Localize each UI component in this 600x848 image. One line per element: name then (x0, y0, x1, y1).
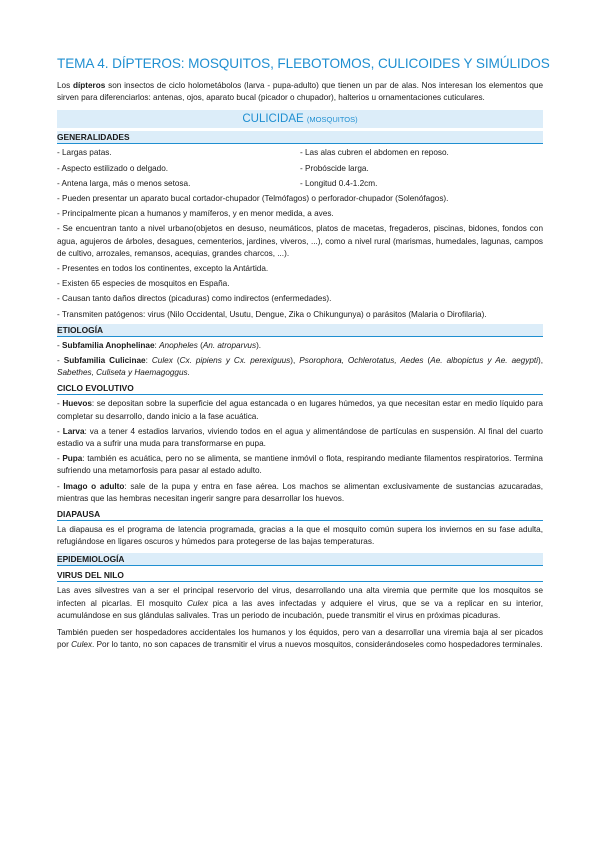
heading-virus-nilo: VIRUS DEL NILO (57, 569, 543, 582)
gen-item: - Se encuentran tanto a nivel urbano(objetos en desuso, neumáticos, platos de macetas, fregaderos, piscinas, bidones, fondos con agua, agujeros de árboles, desagues, cementerios, jardines, viveros, ...), como a nivel rural (marismas, humedales, lagunas, campos de cultivo, arrozales, remansos, acequias, grandes charcos, ...). (57, 224, 543, 258)
gen-left-item: - Aspecto estilizado o delgado. (57, 163, 169, 173)
gen-item: - Causan tanto daños directos (picaduras) como indirectos (enfermedades). (57, 294, 332, 304)
heading-epidemiologia: EPIDEMIOLOGÍA (57, 553, 543, 566)
ciclo-text: : se depositan sobre la superficie del agua estancada o en lugares húmedos, ya que necesitan estar en medio líquido para completar su desarrollo, dando inicio a la fase acuática. (57, 399, 543, 421)
anoph-species: An. atroparvus (202, 340, 257, 350)
intro-bold: dípteros (73, 81, 106, 90)
culic-label: Subfamilia Culicinae (63, 356, 146, 366)
ciclo-item-huevos: - Huevos: se depositan sobre la superficie del agua estancada o en lugares húmedos, ya que necesitan estar en medio líquido para completar su desarrollo, dando inicio a la fase acuática. (57, 399, 543, 421)
epi-p1b: pica a las aves infectadas y adquiere el virus, que se va a replicar en su interior, acumulándose en sus glándulas salivales. Tras un periodo de incubación, puede transmitir el virus en próximas picaduras. (57, 598, 543, 620)
anoph-label: Subfamilia Anophelinae (62, 340, 155, 350)
gen-item: - Presentes en todos los continentes, excepto la Antártida. (57, 264, 269, 274)
etiologia-anophelinae: - Subfamilia Anophelinae: Anopheles (An. atroparvus). (57, 340, 262, 350)
heading-etiologia: ETIOLOGÍA (57, 324, 543, 337)
gen-left-item: - Largas patas. (57, 148, 112, 158)
ciclo-text: : también es acuática, pero no se alimenta, se mantiene inmóvil o flota, respirando mediante filamentos respiratorios. Termina sufriendo una metamorfosis para pasar al estado adulto. (57, 454, 543, 476)
generalidades-right (300, 147, 543, 193)
culic-others: Psorophora, Ochlerotatus, Aedes (299, 356, 424, 366)
banner-main: CULICIDAE (242, 113, 304, 126)
ciclo-label: Pupa (62, 454, 83, 464)
section-banner-culicidae (57, 110, 543, 128)
gen-item: - Existen 65 especies de mosquitos en España. (57, 279, 230, 289)
ciclo-item-larva: - Larva: va a tener 4 estadios larvarios, viviendo todos en el agua y alimentándose de partículas en suspensión. Al final del cuarto estadio va a sufrir una muda para transformarse en pupa. (57, 426, 543, 449)
heading-ciclo: CICLO EVOLUTIVO (57, 382, 543, 395)
ciclo-item-imago: - Imago o adulto: sale de la pupa y entra en fase aérea. Los machos se alimentan exclusivamente de sustancias azucaradas, mientras que las hembras necesitan ingerir sangre para desarrollar los huevos. (57, 481, 543, 503)
epi-p2b: . Por lo tanto, no son capaces de transmitir el virus a nuevos mosquitos, considerándoseles como hospedadores terminales. (92, 640, 543, 650)
ciclo-label: Huevos (62, 399, 92, 409)
gen-item: - Pueden presentar un aparato bucal cortador-chupador (Telmófagos) o perforador-chupador (Solenófagos). (57, 194, 449, 204)
etiologia-culicinae: - Subfamilia Culicinae: Culex (Cx. pipiens y Cx. perexiguus), Psorophora, Ochlerotatus, Aedes (Ae. albopictus y Ae. aegypti), Sabethes, Culiseta y Haemagoggus. (57, 356, 543, 378)
ciclo-text: : va a tener 4 estadios larvarios, viviendo todos en el agua y alimentándose de partículas en suspensión. Al final del cuarto estadio va a sufrir una muda para transformarse en pupa. (57, 426, 543, 449)
gen-right-item: - Probóscide larga. (300, 163, 369, 173)
intro-pre: Los (57, 81, 73, 90)
epi-p1a: Las aves silvestres van a ser el principal reservorio del virus, desarrollando una alta viremia que permite que los mosquitos se infecten al picarlas. El mosquito (57, 586, 543, 608)
banner-sub: (MOSQUITOS) (306, 115, 358, 125)
gen-item: - Principalmente pican a humanos y mamíferos, y en menor medida, a aves. (57, 209, 334, 219)
ciclo-text: : sale de la pupa y entra en fase aérea. Los machos se alimentan exclusivamente de sustancias azucaradas, mientras que las hembras necesitan ingerir sangre para desarrollar los huevos. (57, 481, 543, 503)
generalidades-left (57, 147, 300, 193)
culic-others2: Sabethes, Culiseta y Haemagoggus. (57, 368, 190, 378)
ciclo-item-pupa: - Pupa: también es acuática, pero no se alimenta, se mantiene inmóvil o flota, respirando mediante filamentos respiratorios. Termina sufriendo una metamorfosis para pasar al estado adulto. (57, 454, 543, 476)
culic-genus: Culex (151, 356, 173, 366)
page-title: TEMA 4. DÍPTEROS: MOSQUITOS, FLEBOTOMOS, CULICOIDES Y SIMÚLIDOS (57, 56, 550, 71)
culic-spp1: Cx. pipiens y Cx. perexiguus (179, 356, 291, 366)
epidemiologia-paragraph-1 (57, 585, 543, 622)
heading-diapausa: DIAPAUSA (57, 508, 543, 521)
culic-spp2: Ae. albopictus y Ae. aegypti (430, 356, 538, 366)
gen-left-item: - Antena larga, más o menos setosa. (57, 178, 191, 188)
document-page (57, 56, 550, 657)
epi-p2a: También pueden ser hospedadores accidentales los humanos y los équidos, pero van a desarrollar una viremia baja al ser picados por (57, 628, 543, 650)
diapausa-paragraph: La diapausa es el programa de latencia programada, gracias a la que el mosquito común supera los inviernos en su fase adulta, refugiándose en ligares oscuros y húmedos para protegerse de las bajas temperaturas. (57, 525, 543, 547)
epi-p1i: Culex (187, 598, 208, 608)
generalidades-two-column (57, 147, 543, 193)
epi-p2i: Culex (71, 640, 93, 650)
intro-paragraph (57, 80, 543, 104)
ciclo-label: Imago o adulto (63, 481, 125, 491)
heading-generalidades: GENERALIDADES (57, 131, 543, 144)
ciclo-label: Larva (62, 426, 85, 436)
intro-rest: son insectos de ciclo holometábolos (larva - pupa-adulto) que tienen un par de alas. Nos interesan los elementos que sirven para diferenciarlos: antenas, ojos, aparato bucal (picador o chupador), halterios u ornamentaciones cuticulares. (57, 81, 543, 103)
gen-right-item: - Longitud 0.4-1.2cm. (300, 178, 378, 188)
epidemiologia-paragraph-2 (57, 627, 543, 651)
anoph-genus: Anopheles (159, 340, 198, 350)
gen-item: - Transmiten patógenos: virus (Nilo Occidental, Usutu, Dengue, Zika o Chikungunya) o parásitos (Malaria o Dirofilaria). (57, 309, 487, 319)
gen-right-item: - Las alas cubren el abdomen en reposo. (300, 148, 449, 158)
